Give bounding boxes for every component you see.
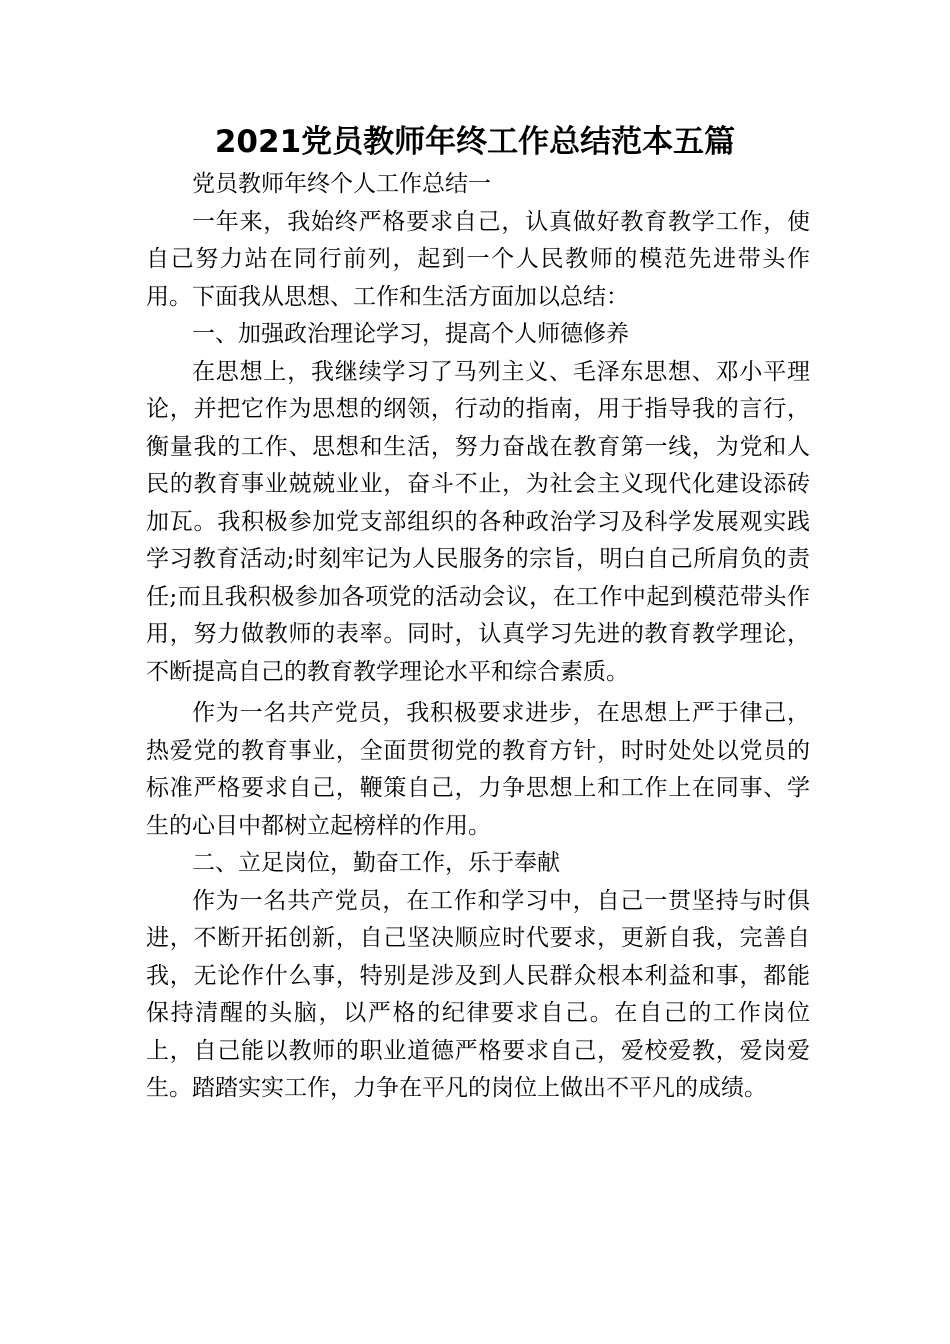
document-title: 2021党员教师年终工作总结范本五篇 (214, 124, 736, 160)
section-heading: 一、加强政治理论学习，提高个人师德修养 (192, 321, 629, 347)
paragraph: 一年来，我始终严格要求自己，认真做好教育教学工作，使自己努力站在同行前列，起到一个人民教师的模范先进带头作用。下面我从思想、工作和生活方面加以总结： (146, 208, 810, 310)
paragraph: 作为一名共产党员，在工作和学习中，自己一贯坚持与时俱进，不断开拓创新，自己坚决顺应时代要求，更新自我，完善自我，无论作什么事，特别是涉及到人民群众根本利益和事，都能保持清醒的头脑，以严格的纪律要求自己。在自己的工作岗位上，自己能以教师的职业道德严格要求自己，爱校爱教，爱岗爱生。踏踏实实工作，力争在平凡的岗位上做出不平凡的成绩。 (146, 887, 810, 1101)
document-body (146, 166, 810, 1108)
paragraph: 作为一名共产党员，我积极要求进步，在思想上严于律己，热爱党的教育事业，全面贯彻党的教育方针，时时处处以党员的标准严格要求自己，鞭策自己，力争思想上和工作上在同事、学生的心目中都树立起榜样的作用。 (146, 700, 810, 839)
paragraph: 在思想上，我继续学习了马列主义、毛泽东思想、邓小平理论，并把它作为思想的纲领，行动的指南，用于指导我的言行，衡量我的工作、思想和生活，努力奋战在教育第一线，为党和人民的教育事业兢兢业业，奋斗不止，为社会主义现代化建设添砖加瓦。我积极参加党支部组织的各种政治学习及科学发展观实践学习教育活动;时刻牢记为人民服务的宗旨，明白自己所肩负的责任;而且我积极参加各项党的活动会议，在工作中起到模范带头作用，努力做教师的表率。同时，认真学习先进的教育教学理论，不断提高自己的教育教学理论水平和综合素质。 (146, 358, 810, 685)
section-heading: 二、立足岗位，勤奋工作，乐于奉献 (192, 850, 560, 876)
section-heading: 党员教师年终个人工作总结一 (192, 171, 491, 197)
